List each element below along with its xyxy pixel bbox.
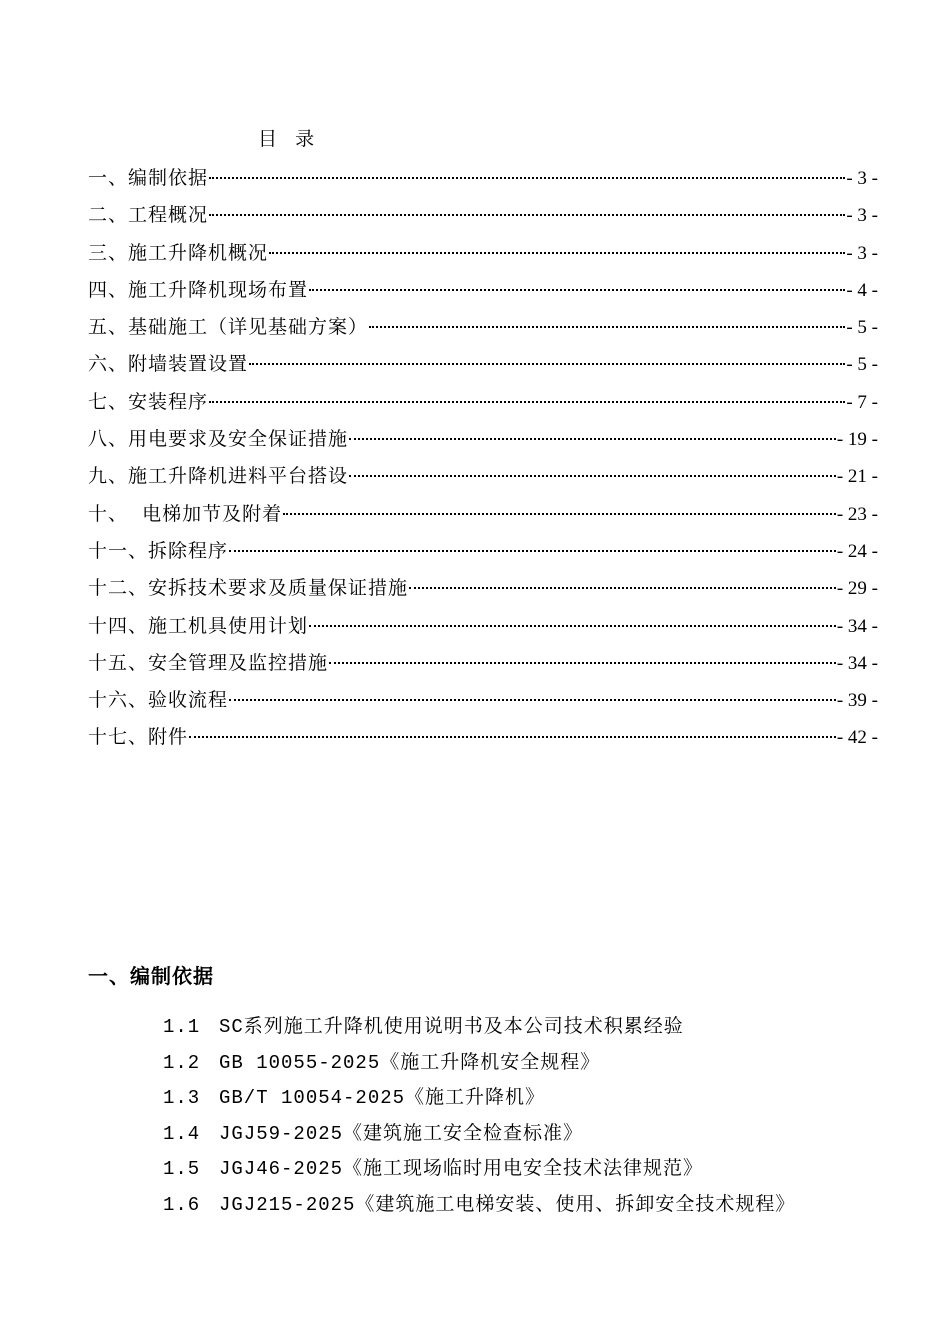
toc-entry-label: 十七、附件 <box>88 726 189 749</box>
toc-dot-leader <box>409 587 836 589</box>
toc-dot-leader <box>309 289 845 291</box>
toc-dot-leader <box>309 625 836 627</box>
list-item <box>163 1046 883 1082</box>
toc-entry-label: 九、施工升降机进料平台搭设 <box>88 465 349 488</box>
reference-list <box>163 1010 883 1223</box>
toc-entry-label: 十六、验收流程 <box>88 689 229 712</box>
toc-entry-page: - 19 - <box>836 429 878 451</box>
toc-entry[interactable] <box>88 570 878 607</box>
toc-entry-page: - 29 - <box>836 578 878 600</box>
toc-entry[interactable] <box>88 272 878 309</box>
toc-entry-page: - 23 - <box>836 503 878 525</box>
list-item-text: JGJ215-2025《建筑施工电梯安装、使用、拆卸安全技术规程》 <box>219 1193 796 1216</box>
toc-entry-label: 十二、安拆技术要求及质量保证措施 <box>88 577 409 600</box>
list-item-number: 1.4 <box>163 1122 201 1145</box>
toc-entry-label: 一、编制依据 <box>88 167 209 189</box>
toc-entry[interactable] <box>88 384 878 421</box>
toc-entry-label: 十一、拆除程序 <box>88 539 229 562</box>
section-heading: 一、编制依据 <box>88 964 214 988</box>
toc-entry-label: 二、工程概况 <box>88 204 209 227</box>
toc-entry[interactable] <box>88 235 878 272</box>
toc-dot-leader <box>209 401 845 403</box>
toc-entry-label: 十五、安全管理及监控措施 <box>88 651 329 674</box>
toc-dot-leader <box>269 252 845 254</box>
list-item-text: JGJ46-2025《施工现场临时用电安全技术法律规范》 <box>219 1158 704 1180</box>
toc-entry-page: - 34 - <box>836 652 878 674</box>
toc-entry-page: - 5 - <box>846 317 878 339</box>
toc-entry-page: - 3 - <box>846 242 878 264</box>
list-item-number: 1.5 <box>163 1158 201 1180</box>
toc-entry-label: 七、安装程序 <box>88 390 209 413</box>
list-item-text: SC系列施工升降机使用说明书及本公司技术积累经验 <box>219 1016 684 1038</box>
toc-dot-leader <box>283 513 836 515</box>
list-item <box>163 1152 883 1188</box>
list-item-text: GB 10055-2025《施工升降机安全规程》 <box>219 1051 601 1074</box>
toc-entry-label: 十、 电梯加节及附着 <box>88 502 283 525</box>
toc-entry[interactable] <box>88 682 878 719</box>
toc-dot-leader <box>209 214 845 216</box>
toc-entry[interactable] <box>88 309 878 346</box>
table-of-contents <box>88 160 878 757</box>
toc-entry[interactable] <box>88 496 878 533</box>
toc-entry-label: 四、施工升降机现场布置 <box>88 278 309 301</box>
toc-entry[interactable] <box>88 160 878 197</box>
toc-dot-leader <box>349 438 836 440</box>
toc-entry-page: - 5 - <box>846 354 878 376</box>
list-item <box>163 1188 883 1224</box>
toc-entry[interactable] <box>88 533 878 570</box>
toc-dot-leader <box>209 177 845 179</box>
toc-dot-leader <box>229 699 836 701</box>
toc-entry-label: 十四、施工机具使用计划 <box>88 614 309 637</box>
toc-entry-label: 五、基础施工（详见基础方案） <box>88 316 369 339</box>
toc-entry-page: - 3 - <box>846 168 878 189</box>
toc-entry-page: - 39 - <box>836 690 878 712</box>
toc-entry[interactable] <box>88 197 878 234</box>
list-item-number: 1.6 <box>163 1193 201 1216</box>
toc-title: 目 录 <box>258 128 317 150</box>
list-item-number: 1.3 <box>163 1087 201 1109</box>
toc-entry[interactable] <box>88 608 878 645</box>
toc-entry-label: 八、用电要求及安全保证措施 <box>88 428 349 451</box>
toc-entry-page: - 4 - <box>846 279 878 301</box>
list-item <box>163 1117 883 1153</box>
toc-entry-page: - 24 - <box>836 540 878 562</box>
list-item <box>163 1081 883 1117</box>
list-item-number: 1.1 <box>163 1016 201 1038</box>
toc-entry[interactable] <box>88 645 878 682</box>
toc-dot-leader <box>329 662 836 664</box>
toc-entry-page: - 3 - <box>846 205 878 227</box>
list-item-text: GB/T 10054-2025《施工升降机》 <box>219 1087 546 1109</box>
toc-dot-leader <box>249 363 845 365</box>
toc-entry[interactable] <box>88 346 878 383</box>
toc-entry-page: - 7 - <box>846 391 878 413</box>
toc-entry-page: - 42 - <box>836 727 878 749</box>
toc-entry[interactable] <box>88 719 878 756</box>
list-item-text: JGJ59-2025《建筑施工安全检查标准》 <box>219 1122 584 1145</box>
list-item <box>163 1010 883 1046</box>
toc-dot-leader <box>369 326 845 328</box>
toc-entry-label: 六、附墙装置设置 <box>88 353 249 376</box>
toc-entry-page: - 21 - <box>836 466 878 488</box>
toc-dot-leader <box>229 550 836 552</box>
toc-dot-leader <box>189 736 836 738</box>
toc-entry[interactable] <box>88 421 878 458</box>
toc-entry-page: - 34 - <box>836 615 878 637</box>
toc-dot-leader <box>349 475 836 477</box>
list-item-number: 1.2 <box>163 1051 201 1074</box>
toc-entry-label: 三、施工升降机概况 <box>88 241 269 264</box>
toc-entry[interactable] <box>88 458 878 495</box>
